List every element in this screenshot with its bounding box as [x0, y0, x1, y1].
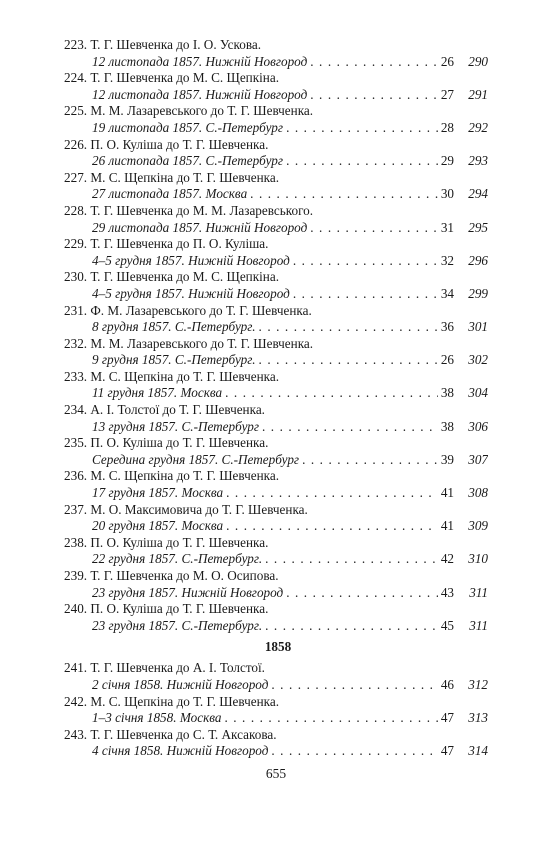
entry-date-place: 4–5 грудня 1857. Нижній Новгород — [92, 252, 290, 268]
entry-details — [64, 253, 488, 270]
text-page-number: 38 — [440, 418, 454, 434]
entry-date-place: 26 листопада 1857. С.-Петербург — [92, 153, 284, 169]
entry-title: 234. А. І. Толстої до Т. Г. Шевченка. — [64, 402, 265, 418]
entry-date-place: 17 грудня 1857. Москва — [92, 485, 224, 501]
dot-leader — [293, 286, 438, 303]
text-page-number: 30 — [440, 186, 454, 202]
commentary-page-number: 314 — [468, 743, 488, 759]
toc-entry — [64, 435, 488, 468]
entry-date-place: 11 грудня 1857. Москва — [92, 385, 223, 401]
text-page-number: 28 — [440, 119, 454, 135]
text-page-number: 42 — [440, 551, 454, 567]
dot-leader — [286, 153, 438, 170]
toc-entry — [64, 694, 488, 727]
entry-date-place: 8 грудня 1857. С.-Петербург. — [92, 319, 256, 335]
entry-title: 239. Т. Г. Шевченка до М. О. Осипова. — [64, 568, 279, 583]
entry-title: 228. Т. Г. Шевченка до М. М. Лазаревського. — [64, 202, 314, 218]
entry-date-place: 29 листопада 1857. Нижній Новгород — [92, 219, 308, 235]
entry-date-place: 27 листопада 1857. Москва — [92, 186, 248, 202]
commentary-page-number: 295 — [468, 219, 488, 235]
toc-entry — [64, 502, 488, 535]
toc-entry — [64, 70, 488, 103]
commentary-page-number: 296 — [468, 252, 488, 268]
text-page-number: 26 — [440, 53, 454, 69]
table-of-contents — [64, 37, 488, 760]
toc-entry — [64, 369, 488, 402]
commentary-page-number: 308 — [468, 485, 488, 501]
entry-title: 233. М. С. Щепкіна до Т. Г. Шевченка. — [64, 368, 280, 384]
dot-leader — [271, 743, 437, 760]
entry-date-place: 12 листопада 1857. Нижній Новгород — [92, 53, 308, 69]
toc-entry — [64, 269, 488, 302]
entry-date-place: 12 листопада 1857. Нижній Новгород — [92, 86, 308, 102]
dot-leader — [224, 710, 437, 727]
toc-entry — [64, 303, 488, 336]
entry-details — [64, 54, 488, 71]
commentary-page-number: 293 — [468, 153, 488, 169]
text-page-number: 29 — [440, 153, 454, 169]
entry-details — [64, 585, 488, 602]
entry-details — [64, 186, 488, 203]
text-page-number: 36 — [440, 319, 454, 335]
commentary-page-number: 306 — [468, 418, 488, 434]
text-page-number: 47 — [440, 710, 454, 726]
entry-title: 235. П. О. Куліша до Т. Г. Шевченка. — [64, 435, 269, 451]
entry-date-place: 20 грудня 1857. Москва — [92, 518, 224, 534]
entry-details — [64, 352, 488, 369]
text-page-number: 39 — [440, 451, 454, 467]
dot-leader — [293, 253, 438, 270]
dot-leader — [262, 419, 438, 436]
toc-entry — [64, 103, 488, 136]
entry-title: 229. Т. Г. Шевченка до П. О. Куліша. — [64, 236, 269, 252]
entry-title: 236. М. С. Щепкіна до Т. Г. Шевченка. — [64, 468, 280, 484]
dot-leader — [259, 319, 438, 336]
text-page-number: 31 — [440, 219, 454, 235]
entry-date-place: 4 січня 1858. Нижній Новгород — [92, 743, 269, 759]
entry-details — [64, 419, 488, 436]
year-heading: 1858 — [264, 639, 292, 655]
dot-leader — [250, 186, 438, 203]
entry-title: 238. П. О. Куліша до Т. Г. Шевченка. — [64, 534, 269, 550]
commentary-page-number: 311 — [469, 584, 488, 600]
entry-date-place: 1–3 січня 1858. Москва — [92, 710, 222, 726]
toc-entry — [64, 37, 488, 70]
commentary-page-number: 307 — [468, 451, 488, 467]
entry-title: 226. П. О. Куліша до Т. Г. Шевченка. — [64, 136, 269, 152]
entry-details — [64, 319, 488, 336]
commentary-page-number: 304 — [468, 385, 488, 401]
text-page-number: 46 — [440, 676, 454, 692]
toc-entry — [64, 568, 488, 601]
commentary-page-number: 309 — [468, 518, 488, 534]
entry-title: 231. Ф. М. Лазаревського до Т. Г. Шевченка. — [64, 302, 312, 318]
entry-details — [64, 710, 488, 727]
text-page-number: 41 — [440, 518, 454, 534]
text-page-number: 34 — [440, 285, 454, 301]
toc-entry — [64, 402, 488, 435]
entry-title: 237. М. О. Максимовича до Т. Г. Шевченка. — [64, 501, 308, 517]
text-page-number: 26 — [440, 352, 454, 368]
entry-title: 232. М. М. Лазаревського до Т. Г. Шевченка. — [64, 335, 314, 351]
entry-date-place: 23 грудня 1857. С.-Петербург. — [92, 617, 263, 633]
dot-leader — [286, 585, 438, 602]
entry-details — [64, 518, 488, 535]
dot-leader — [265, 618, 438, 635]
entry-title: 243. Т. Г. Шевченка до С. Т. Аксакова. — [64, 726, 277, 742]
entry-title: 225. М. М. Лазаревського до Т. Г. Шевченка. — [64, 103, 314, 119]
toc-entry — [64, 535, 488, 568]
toc-entry — [64, 236, 488, 269]
toc-entries-1857 — [64, 37, 488, 634]
commentary-page-number: 312 — [468, 676, 488, 692]
entry-date-place: Середина грудня 1857. С.-Петербург — [92, 451, 300, 467]
dot-leader — [259, 352, 438, 369]
entry-date-place: 9 грудня 1857. С.-Петербург. — [92, 352, 256, 368]
entry-title: 241. Т. Г. Шевченка до А. І. Толстої. — [64, 660, 265, 676]
entry-details — [64, 618, 488, 635]
dot-leader — [310, 54, 438, 71]
text-page-number: 47 — [440, 743, 454, 759]
text-page-number: 43 — [440, 584, 454, 600]
commentary-page-number: 294 — [468, 186, 488, 202]
dot-leader — [310, 87, 438, 104]
toc-entries-1858 — [64, 660, 488, 760]
toc-entry — [64, 336, 488, 369]
commentary-page-number: 313 — [468, 710, 488, 726]
page-number: 655 — [265, 766, 287, 781]
entry-date-place: 23 грудня 1857. Нижній Новгород — [92, 584, 284, 600]
entry-details — [64, 153, 488, 170]
text-page-number: 27 — [440, 86, 454, 102]
dot-leader — [225, 385, 438, 402]
toc-entry — [64, 660, 488, 693]
commentary-page-number: 292 — [468, 119, 488, 135]
commentary-page-number: 290 — [468, 53, 488, 69]
entry-details — [64, 220, 488, 237]
entry-date-place: 13 грудня 1857. С.-Петербург — [92, 418, 260, 434]
entry-date-place: 22 грудня 1857. С.-Петербург. — [92, 551, 263, 567]
entry-details — [64, 485, 488, 502]
entry-title: 224. Т. Г. Шевченка до М. С. Щепкіна. — [64, 70, 280, 86]
toc-entry — [64, 468, 488, 501]
entry-details — [64, 120, 488, 137]
dot-leader — [265, 551, 438, 568]
dot-leader — [271, 677, 437, 694]
commentary-page-number: 311 — [469, 617, 488, 633]
toc-entry — [64, 137, 488, 170]
toc-entry — [64, 727, 488, 760]
toc-entry — [64, 170, 488, 203]
entry-details — [64, 677, 488, 694]
commentary-page-number: 299 — [468, 285, 488, 301]
text-page-number: 41 — [440, 485, 454, 501]
entry-date-place: 19 листопада 1857. С.-Петербург — [92, 119, 284, 135]
dot-leader — [286, 120, 438, 137]
dot-leader — [302, 452, 438, 469]
entry-details — [64, 286, 488, 303]
entry-date-place: 2 січня 1858. Нижній Новгород — [92, 676, 269, 692]
entry-title: 227. М. С. Щепкіна до Т. Г. Шевченка. — [64, 169, 280, 185]
entry-title: 242. М. С. Щепкіна до Т. Г. Шевченка. — [64, 693, 280, 709]
dot-leader — [226, 485, 438, 502]
text-page-number: 38 — [440, 385, 454, 401]
commentary-page-number: 310 — [468, 551, 488, 567]
entry-date-place: 4–5 грудня 1857. Нижній Новгород — [92, 285, 290, 301]
text-page-number: 32 — [440, 252, 454, 268]
entry-details — [64, 87, 488, 104]
dot-leader — [310, 220, 438, 237]
commentary-page-number: 302 — [468, 352, 488, 368]
entry-details — [64, 452, 488, 469]
entry-details — [64, 385, 488, 402]
toc-entry — [64, 601, 488, 634]
entry-title: 240. П. О. Куліша до Т. Г. Шевченка. — [64, 601, 269, 617]
dot-leader — [226, 518, 438, 535]
entry-details — [64, 743, 488, 760]
entry-details — [64, 551, 488, 568]
commentary-page-number: 291 — [468, 86, 488, 102]
entry-title: 230. Т. Г. Шевченка до М. С. Щепкіна. — [64, 269, 280, 285]
toc-entry — [64, 203, 488, 236]
commentary-page-number: 301 — [468, 319, 488, 335]
entry-title: 223. Т. Г. Шевченка до І. О. Ускова. — [64, 37, 262, 52]
text-page-number: 45 — [440, 617, 454, 633]
